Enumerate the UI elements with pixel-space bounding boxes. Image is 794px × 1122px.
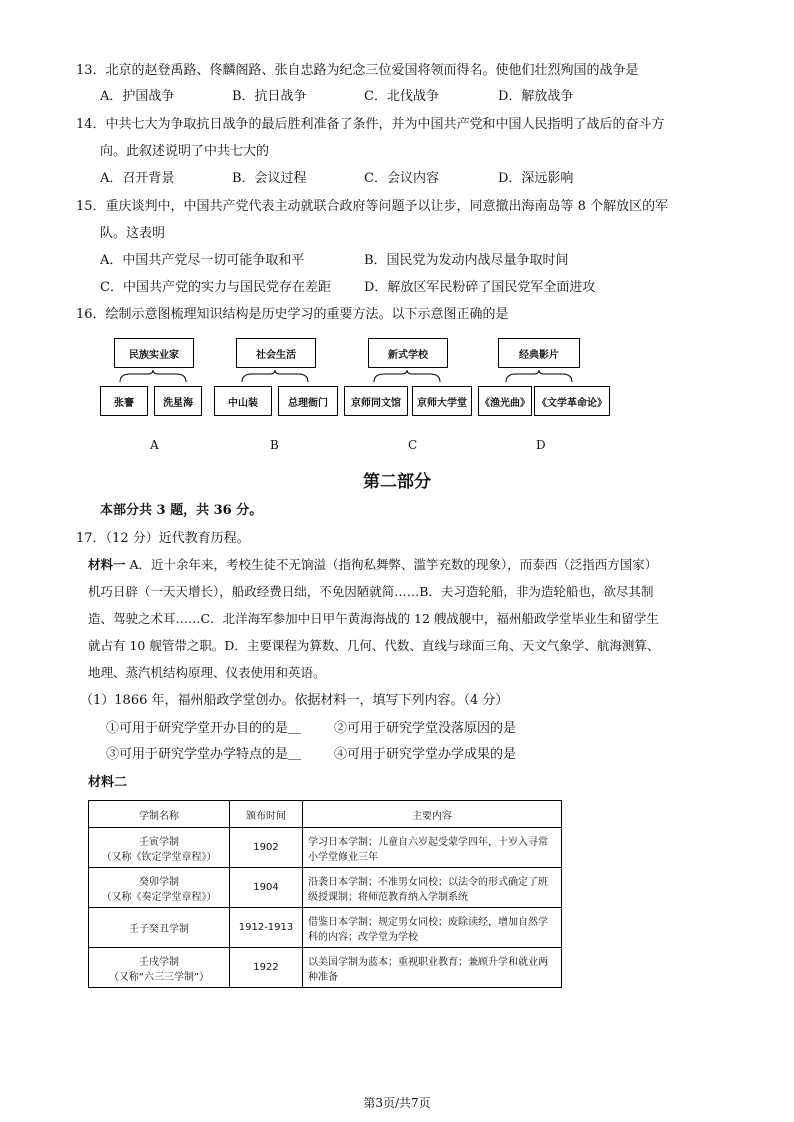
q17-fill4[interactable]: ④可用于研究学堂办学成果的是 [334, 747, 517, 762]
q14-stem-line2: 向。此叙述说明了中共七大的 [100, 144, 270, 159]
q14-option-a[interactable]: A．召开背景 [100, 171, 175, 186]
q15-stem-line2: 队。这表明 [100, 226, 166, 241]
diagram-c-label: C [408, 438, 418, 452]
diagram-a-left-box: 张謇 [100, 386, 148, 416]
q14-stem-line1: 14．中共七大为争取抗日战争的最后胜利准备了条件，并为中国共产党和中国人民指明了战后的奋斗方 [76, 117, 665, 132]
table-header-content: 主要内容 [303, 801, 562, 828]
table-row [89, 948, 562, 988]
q13-option-c[interactable]: C．北伐战争 [364, 89, 439, 104]
diagram-d-right-box: 《文学革命论》 [534, 386, 610, 416]
diagram-a-label: A [150, 438, 159, 452]
material1-line1 [88, 556, 657, 574]
table-cell-content: 以美国学制为蓝本；重视职业教育；兼顾升学和就业两种准备 [303, 948, 562, 988]
q15-option-a[interactable]: A．中国共产党尽一切可能争取和平 [100, 253, 305, 268]
table-row [89, 868, 562, 908]
diagram-d-left-box: 《渔光曲》 [478, 386, 532, 416]
table-header-year: 颁布时间 [230, 801, 303, 828]
page-footer: 第3页/共7页 [363, 1096, 431, 1110]
diagram-d-top-box: 经典影片 [498, 338, 580, 368]
diagram-b-top-box: 社会生活 [236, 338, 316, 368]
diagram-a-right-box: 洗星海 [154, 386, 202, 416]
material1-line5: 地理、蒸汽机结构原理、仪表使用和英语。 [88, 665, 326, 680]
table-row [89, 828, 562, 868]
material2-label: 材料二 [88, 775, 128, 790]
diagram-b-right-box: 总理衙门 [278, 386, 338, 416]
diagram-c-right-box: 京师大学堂 [412, 386, 472, 416]
table-cell-year: 1902 [230, 828, 303, 868]
q13-stem: 13．北京的赵登禹路、佟麟阁路、张自忠路为纪念三位爱国将领而得名。使他们壮烈殉国的战争是 [76, 63, 639, 78]
q13-option-d[interactable]: D．解放战争 [498, 89, 574, 104]
diagram-c-top-box: 新式学校 [368, 338, 448, 368]
q14-option-c[interactable]: C．会议内容 [364, 171, 439, 186]
material1-line1-text: A．近十余年来，考校生徒不无饷溢（指徇私舞弊、滥竽充数的现象），而泰西（泛指西方国家） [125, 557, 658, 572]
table-cell-year: 1904 [230, 868, 303, 908]
material1-label: 材料一 [88, 557, 126, 572]
part2-intro: 本部分共 3 题，共 36 分。 [100, 503, 263, 518]
q14-option-d[interactable]: D．深远影响 [498, 171, 574, 186]
table-cell-name [89, 828, 230, 868]
part2-title: 第二部分 [363, 472, 431, 492]
table-cell-name [89, 948, 230, 988]
row-alias: （又称“六三三学制”） [108, 971, 210, 983]
q15-stem-line1: 15．重庆谈判中，中国共产党代表主动就联合政府等问题予以让步，同意撤出海南岛等 8 个解放区的军 [76, 199, 669, 214]
q15-option-d[interactable]: D．解放区军民粉碎了国民党军全面进攻 [364, 280, 596, 295]
diagram-b-label: B [270, 438, 279, 452]
material1-line3: 造、驾驶之术耳……C．北洋海军参加中日甲午黄海海战的 12 艘战舰中，福州船政学堂毕业生和留学生 [88, 611, 659, 626]
table-row [89, 908, 562, 948]
q14-option-b[interactable]: B．会议过程 [232, 171, 307, 186]
row-name: 壬寅学制 [139, 836, 179, 848]
table-cell-year: 1922 [230, 948, 303, 988]
diagram-b-left-box: 中山装 [214, 386, 272, 416]
diagram-c-left-box: 京师同文馆 [344, 386, 408, 416]
diagram-a-brace [118, 370, 188, 384]
q17-fill1[interactable]: ①可用于研究学堂开办目的的是＿ [106, 721, 302, 736]
table-cell-content: 学习日本学制；儿童自六岁起受蒙学四年，十岁入寻常小学堂修业三年 [303, 828, 562, 868]
row-alias: （又称《钦定学堂章程》） [101, 851, 217, 863]
q16-stem: 16．绘制示意图梳理知识结构是历史学习的重要方法。以下示意图正确的是 [76, 307, 509, 322]
row-name: 壬子癸丑学制 [129, 924, 189, 935]
q17-sub1: （1）1866 年，福州船政学堂创办。依据材料一，填写下列内容。（4 分） [80, 693, 509, 708]
table-header-name: 学制名称 [89, 801, 230, 828]
diagram-d-label: D [536, 438, 546, 452]
q13-option-a[interactable]: A．护国战争 [100, 89, 175, 104]
row-alias: （又称《奏定学堂章程》） [101, 891, 217, 903]
school-system-table [88, 800, 562, 988]
diagram-c-brace [372, 370, 442, 384]
q17-fill2[interactable]: ②可用于研究学堂没落原因的是 [334, 721, 517, 736]
table-cell-content: 沿袭日本学制；不准男女同校；以法令的形式确定了班级授课制；将师范教育纳入学制系统 [303, 868, 562, 908]
q15-option-c[interactable]: C．中国共产党的实力与国民党存在差距 [100, 280, 331, 295]
table-cell-year: 1912-1913 [230, 908, 303, 948]
q17-head: 17．（12 分）近代教育历程。 [76, 531, 250, 546]
diagram-b-brace [240, 370, 310, 384]
table-cell-content: 借鉴日本学制；规定男女同校；废除读经，增加自然学科的内容；改学堂为学校 [303, 908, 562, 948]
row-name: 癸卯学制 [139, 876, 179, 888]
q17-fill3[interactable]: ③可用于研究学堂办学特点的是＿ [106, 747, 302, 762]
table-cell-name [89, 908, 230, 948]
q15-option-b[interactable]: B．国民党为发动内战尽量争取时间 [364, 253, 569, 268]
material1-line4: 就占有 10 舰管带之职。D．主要课程为算数、几何、代数、直线与球面三角、天文气象学、航海测算、 [88, 638, 660, 653]
table-header-row [89, 801, 562, 828]
diagram-a-top-box: 民族实业家 [114, 338, 194, 368]
diagram-d-brace [504, 370, 574, 384]
row-name: 壬戌学制 [139, 956, 179, 968]
table-cell-name [89, 868, 230, 908]
material1-line2: 机巧日辟（一天天增长），船政经费日绌，不免因陋就简……B．夫习造轮船，非为造轮船也，欲尽其制 [88, 584, 654, 599]
q13-option-b[interactable]: B．抗日战争 [232, 89, 307, 104]
